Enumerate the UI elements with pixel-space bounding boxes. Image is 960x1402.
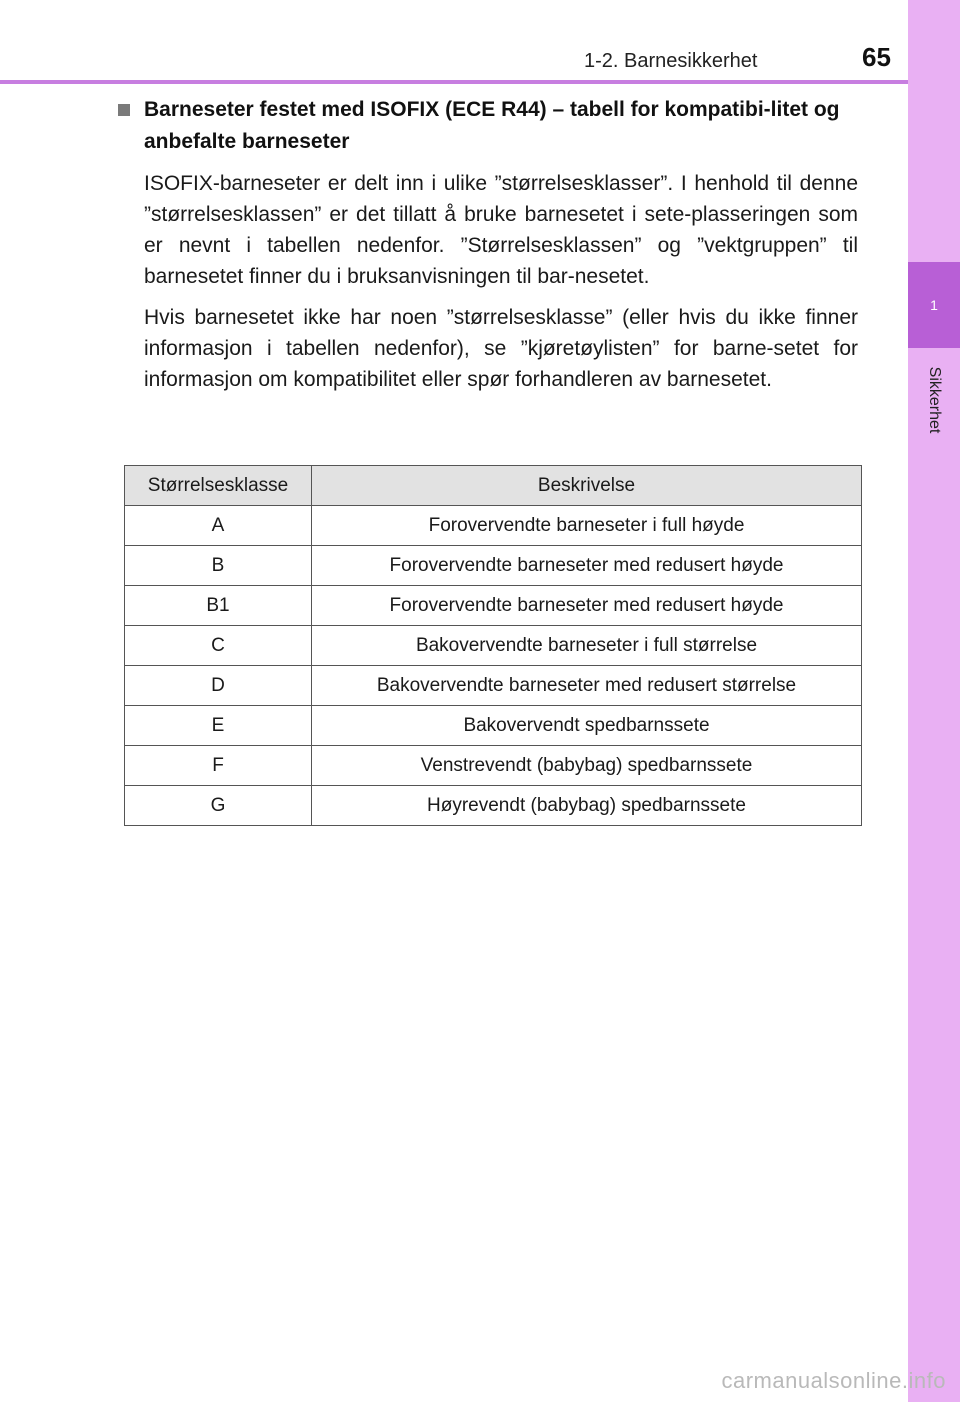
chapter-number: 1 bbox=[908, 262, 960, 348]
page-content bbox=[118, 94, 858, 395]
size-class-cell: E bbox=[125, 706, 312, 746]
description-cell: Bakovervendte barneseter med redusert størrelse bbox=[312, 666, 862, 706]
paragraph-no-size-class: Hvis barnesetet ikke har noen ”størrelsesklasse” (eller hvis du ikke finner informasjon i tabellen nedenfor), se ”kjøretøylisten” for barne-setet for informasjon om kompatibilitet eller spør forhandleren av barnesetet. bbox=[144, 306, 858, 391]
size-class-cell: G bbox=[125, 786, 312, 826]
table-row bbox=[125, 626, 862, 666]
chapter-label: Sikkerhet bbox=[926, 366, 943, 434]
section-heading-text: Barneseter festet med ISOFIX (ECE R44) – tabell for kompatibi-litet og anbefalte barneseter bbox=[144, 98, 840, 153]
section-heading bbox=[118, 94, 858, 158]
size-class-table bbox=[124, 465, 862, 826]
chapter-side-tab bbox=[908, 0, 960, 1402]
description-cell: Bakovervendt spedbarnssete bbox=[312, 706, 862, 746]
column-header-size-class: Størrelsesklasse bbox=[125, 466, 312, 506]
table-row bbox=[125, 586, 862, 626]
watermark: carmanualsonline.info bbox=[721, 1368, 946, 1393]
table-row bbox=[125, 666, 862, 706]
table-row bbox=[125, 546, 862, 586]
description-cell: Bakovervendte barneseter i full størrelse bbox=[312, 626, 862, 666]
size-class-cell: D bbox=[125, 666, 312, 706]
size-class-cell: C bbox=[125, 626, 312, 666]
page-number: 65 bbox=[862, 42, 891, 72]
table-row bbox=[125, 786, 862, 826]
description-cell: Forovervendte barneseter i full høyde bbox=[312, 506, 862, 546]
description-cell: Venstrevendt (babybag) spedbarnssete bbox=[312, 746, 862, 786]
size-class-cell: B1 bbox=[125, 586, 312, 626]
section-title: 1-2. Barnesikkerhet bbox=[584, 50, 758, 72]
table-row bbox=[125, 706, 862, 746]
paragraph-size-classes: ISOFIX-barneseter er delt inn i ulike ”størrelsesklasser”. I henhold til denne ”størrelsesklassen” er det tillatt å bruke barnesetet i sete-plasseringen som er nevnt i tabellen nedenfor. ”Størrelsesklassen” og ”vektgruppen” til barnesetet finner du i bruksanvisningen til bar-nesetet. bbox=[144, 172, 858, 288]
size-class-cell: B bbox=[125, 546, 312, 586]
description-cell: Forovervendte barneseter med redusert høyde bbox=[312, 546, 862, 586]
header-divider bbox=[0, 80, 908, 84]
square-bullet-icon bbox=[118, 104, 130, 116]
description-cell: Høyrevendt (babybag) spedbarnssete bbox=[312, 786, 862, 826]
description-cell: Forovervendte barneseter med redusert høyde bbox=[312, 586, 862, 626]
size-class-cell: F bbox=[125, 746, 312, 786]
size-class-cell: A bbox=[125, 506, 312, 546]
column-header-description: Beskrivelse bbox=[312, 466, 862, 506]
table-header-row bbox=[125, 466, 862, 506]
table-row bbox=[125, 746, 862, 786]
table-row bbox=[125, 506, 862, 546]
